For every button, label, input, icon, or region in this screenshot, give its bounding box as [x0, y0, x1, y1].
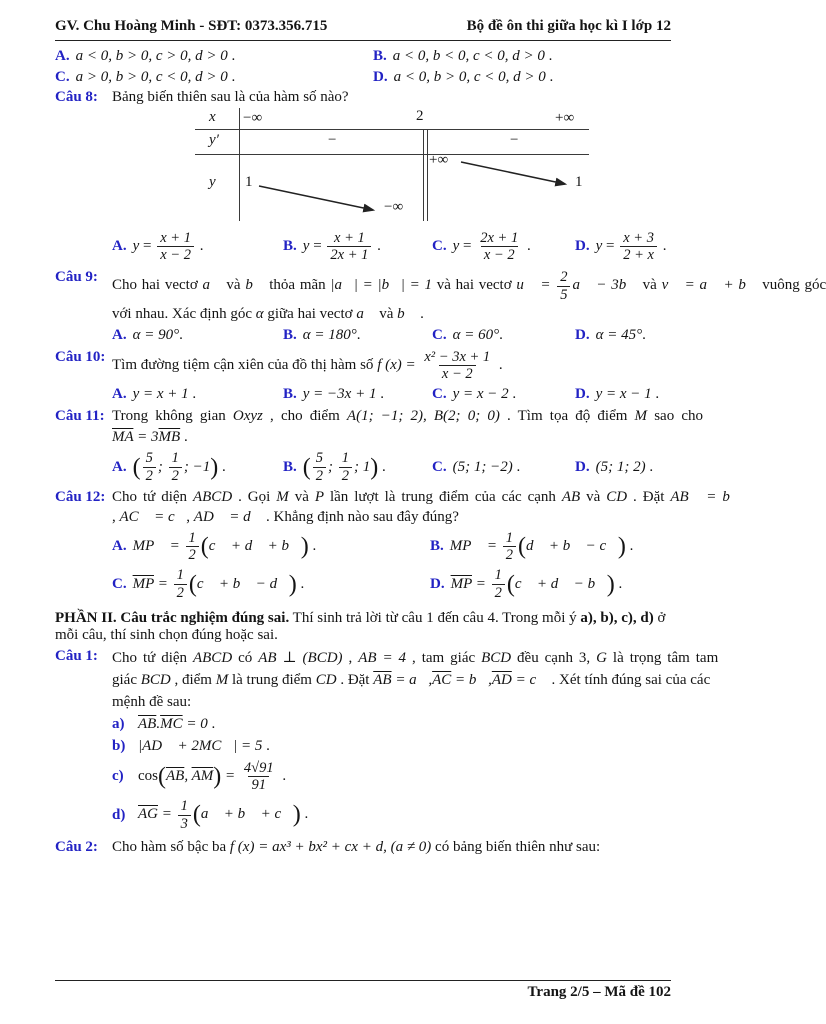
question-12-line-1: Cho tứ diện ABCD . Gọi M và P lần lượt là trung điểm của các cạnh AB và CD . Đặt AB⃗ = b⃗	[112, 488, 742, 505]
table-y-label: y	[209, 174, 216, 190]
question-11-options	[112, 450, 671, 483]
option-d	[575, 459, 671, 476]
option-label-d: D.	[575, 238, 590, 255]
option-content: MP⃗ = $\frac{1}{2}$ (c⃗ + d⃗ + b⃗) .	[132, 529, 317, 564]
part2-question-1-line-3: mệnh đề sau:	[112, 693, 192, 710]
option-content: α = 180°.	[302, 326, 361, 343]
page-header	[55, 18, 671, 41]
statement-content: $\overline{AB}.\overline{MC} = 0$ .	[138, 715, 216, 732]
option-d	[575, 230, 671, 263]
option-c	[112, 567, 430, 600]
option-a	[112, 450, 283, 483]
statement-a	[112, 716, 671, 733]
option-content: ( $\frac{5}{2}$ ; $\frac{1}{2}$ ; 1) .	[302, 450, 386, 484]
option-label-b: B.	[283, 326, 297, 343]
option-b	[283, 327, 432, 344]
table-y-right-end: 1	[575, 174, 583, 190]
option-label-b: B.	[430, 538, 444, 555]
option-c	[55, 69, 373, 86]
part-2-line-2: mỗi câu, thí sinh chọn đúng hoặc sai.	[55, 626, 278, 643]
question-12	[55, 488, 742, 601]
option-label-c: C.	[55, 69, 70, 85]
option-content: MP⃗ = $\frac{1}{2}$ (d⃗ + b⃗ − c⃗) .	[449, 529, 634, 564]
option-content: (5; 1; 2) .	[595, 458, 654, 475]
option-label-d: D.	[575, 458, 590, 475]
question-11-line-2: $\overline{MA} = 3\overline{MB}$ .	[112, 429, 188, 446]
option-content: a < 0, b < 0, c < 0, d > 0 .	[392, 48, 553, 64]
option-content: a < 0, b > 0, c < 0, d > 0 .	[393, 69, 554, 85]
question-12-options-row-1	[112, 530, 671, 563]
question-11-label: Câu 11:	[55, 408, 105, 425]
option-c	[432, 230, 575, 263]
option-content: y = $\frac{x + 1}{x - 2}$ .	[132, 230, 204, 264]
option-b	[373, 48, 671, 65]
option-label-d: D.	[430, 575, 445, 592]
option-content: y = x − 1 .	[595, 386, 660, 403]
option-content: α = 60°.	[452, 326, 503, 343]
option-label-a: A.	[112, 458, 127, 475]
option-a	[112, 530, 430, 563]
option-content: y = $\frac{x + 3}{2 + x}$ .	[595, 230, 667, 264]
option-b	[283, 450, 432, 483]
table-x-label: x	[209, 109, 216, 125]
option-b	[283, 230, 432, 263]
table-y-left-end: −∞	[384, 199, 404, 215]
option-label-d: D.	[373, 69, 388, 85]
question-10	[55, 349, 671, 403]
prev-question-options-row-2	[55, 69, 671, 86]
option-label-d: D.	[575, 326, 590, 343]
option-label-c: C.	[112, 575, 127, 592]
option-d	[430, 567, 671, 600]
variation-table	[195, 108, 589, 222]
question-8-label: Câu 8:	[55, 89, 98, 105]
part2-question-2	[55, 839, 671, 856]
table-x-pos-inf: +∞	[555, 110, 575, 126]
option-content: y = x − 2 .	[452, 386, 517, 403]
option-label-a: A.	[55, 48, 70, 64]
option-a	[112, 386, 283, 403]
option-content: a > 0, b > 0, c < 0, d > 0 .	[75, 69, 236, 85]
question-12-options-row-2	[112, 567, 671, 600]
part2-question-1	[55, 647, 719, 832]
part2-question-1-items	[112, 716, 671, 832]
option-label-c: C.	[432, 326, 447, 343]
statement-c	[112, 760, 671, 793]
question-9-label: Câu 9:	[55, 269, 98, 286]
option-label-a: A.	[112, 326, 127, 343]
question-9-line-1: Cho hai vectơ a⃗ và b⃗ thỏa mãn |a⃗| = |b⃗| = 1 và hai vectơ u⃗ = $\frac{2}{5}$ a⃗ − 3b⃗ và v⃗ = a⃗ + b⃗ vuông góc	[112, 269, 826, 303]
question-10-label: Câu 10:	[55, 348, 106, 365]
option-d	[575, 386, 671, 403]
part2-question-1-label: Câu 1:	[55, 647, 98, 664]
part2-question-2-label: Câu 2:	[55, 838, 98, 855]
prev-question-options-row-1	[55, 48, 671, 65]
table-yprime-label: y′	[209, 132, 219, 148]
question-9-options	[112, 327, 671, 344]
option-label-c: C.	[432, 386, 447, 403]
question-11-line-1: Trong không gian Oxyz , cho điểm A(1; −1; 2), B(2; 0; 0) . Tìm tọa độ điểm M sao cho	[112, 408, 703, 425]
statement-label-c: c)	[112, 768, 124, 785]
page-content	[55, 18, 826, 856]
option-a	[112, 230, 283, 263]
statement-content: $\cos(\overline{AB}$, $\overline{AM}$) = $\frac{4√91}{91}$ .	[138, 759, 287, 794]
option-a	[55, 48, 373, 65]
option-label-b: B.	[373, 48, 387, 64]
statement-label-b: b)	[112, 737, 126, 754]
part2-question-1-line-1: Cho tứ diện ABCD có AB ⊥ (BCD) , AB = 4 , tam giác BCD đều cạnh 3, G là trọng tâm tam	[112, 649, 719, 666]
option-label-a: A.	[112, 386, 127, 403]
page-number: Trang 2/5 – Mã đề 102	[527, 984, 671, 1000]
option-label-c: C.	[432, 238, 447, 255]
part-2-line-1: PHẦN II. Câu trắc nghiệm đúng sai. Thí sinh trả lời từ câu 1 đến câu 4. Trong mỗi ý a), b), c), d) ở	[55, 609, 666, 626]
option-content: y = −3x + 1 .	[302, 386, 384, 403]
question-12-label: Câu 12:	[55, 488, 106, 505]
statement-label-d: d)	[112, 806, 126, 823]
question-8-text: Bảng biến thiên sau là của hàm số nào?	[112, 89, 349, 105]
option-c	[432, 327, 575, 344]
page-footer	[55, 980, 671, 1001]
option-b	[430, 530, 671, 563]
table-x-value-2: 2	[416, 108, 424, 124]
question-9	[55, 269, 826, 343]
option-c	[432, 386, 575, 403]
question-9-line-2: với nhau. Xác định góc α giữa hai vectơ a⃗ và b⃗ .	[112, 305, 424, 322]
question-10-options	[112, 386, 671, 403]
option-content: $\overline{MP}$ = $\frac{1}{2}$ (c⃗ + d⃗ − b⃗) .	[450, 567, 623, 601]
question-11	[55, 408, 703, 484]
option-a	[112, 327, 283, 344]
option-content: $\overline{MP}$ = $\frac{1}{2}$ (c⃗ + b⃗ − d⃗) .	[132, 567, 305, 601]
option-label-d: D.	[575, 386, 590, 403]
option-c	[432, 459, 575, 476]
statement-content: |AD⃗ + 2MC⃗| = 5 .	[138, 737, 270, 754]
decreasing-arrows-icon	[195, 108, 589, 222]
option-label-a: A.	[112, 538, 127, 555]
option-content: α = 45°.	[595, 326, 646, 343]
statement-content: $\overline{AG}$ = $\frac{1}{3}$ (a⃗ + b⃗ + c⃗) .	[138, 798, 309, 832]
statement-d	[112, 798, 671, 831]
header-exam-title: Bộ đề ôn thi giữa học kì I lớp 12	[466, 18, 671, 34]
option-d	[373, 69, 671, 86]
header-teacher-info: GV. Chu Hoàng Minh - SĐT: 0373.356.715	[55, 18, 328, 34]
option-label-a: A.	[112, 238, 127, 255]
option-label-c: C.	[432, 458, 447, 475]
table-y-right-start: +∞	[429, 152, 449, 168]
option-content: ( $\frac{5}{2}$ ; $\frac{1}{2}$ ; −1) .	[132, 450, 226, 484]
option-label-b: B.	[283, 386, 297, 403]
option-content: a < 0, b > 0, c > 0, d > 0 .	[75, 48, 236, 64]
table-x-neg-inf: −∞	[243, 110, 263, 126]
statement-b	[112, 738, 671, 755]
option-content: (5; 1; −2) .	[452, 458, 521, 475]
table-sign-left: −	[328, 132, 337, 148]
option-label-b: B.	[283, 458, 297, 475]
part-2-heading	[55, 610, 671, 644]
part2-question-1-line-2: giác BCD , điểm M là trung điểm CD . Đặt $\overline{AB}$ = $a⃗,\overline{AC}$ = $b⃗,\overline{AD}$ = c⃗ . Xét tính đúng sai của các	[112, 671, 711, 688]
option-content: α = 90°.	[132, 326, 183, 343]
option-content: y = $\frac{x + 1}{2x + 1}$ .	[302, 230, 381, 264]
question-10-line-1: Tìm đường tiệm cận xiên của đồ thị hàm số f (x) = $\frac{\text{x² − 3x + 1}}{x - 2}$ .	[112, 348, 503, 383]
part2-question-2-line-1: Cho hàm số bậc ba f (x) = ax³ + bx² + cx + d, (a ≠ 0) có bảng biến thiên như sau:	[112, 838, 601, 855]
option-content: y = $\frac{2x + 1}{x - 2}$ .	[452, 230, 531, 264]
table-y-left-start: 1	[245, 174, 253, 190]
statement-label-a: a)	[112, 715, 125, 732]
question-8	[55, 89, 671, 106]
question-12-line-2: , AC⃗ = c⃗, AD⃗ = d⃗ . Khẳng định nào sau đây đúng?	[112, 508, 459, 525]
option-content: y = x + 1 .	[132, 386, 197, 403]
question-8-options	[112, 230, 671, 263]
option-b	[283, 386, 432, 403]
table-sign-right: −	[510, 132, 519, 148]
option-label-b: B.	[283, 238, 297, 255]
option-d	[575, 327, 671, 344]
